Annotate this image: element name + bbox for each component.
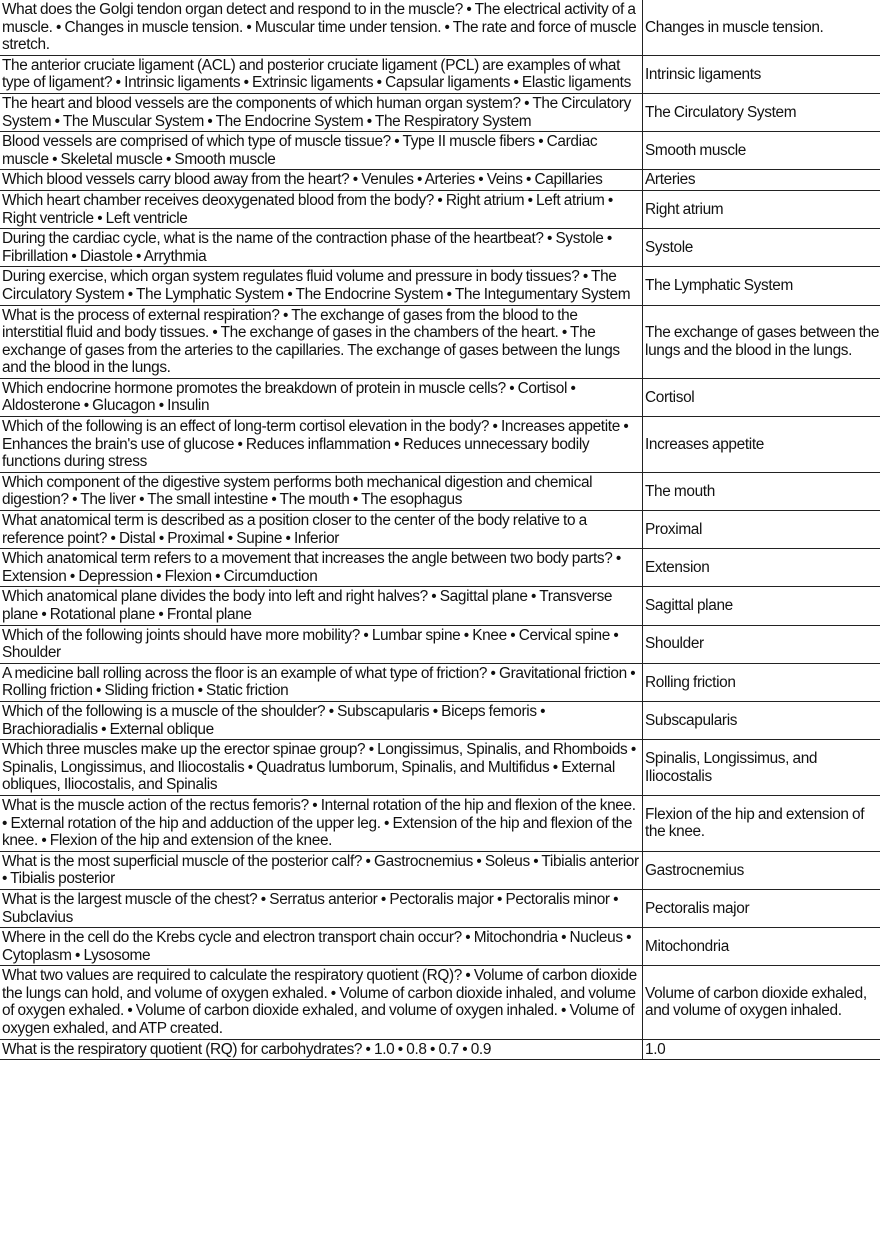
question-cell: Which endocrine hormone promotes the breakdown of protein in muscle cells? • Cortisol • Aldosterone • Glucagon • Insulin — [0, 378, 643, 416]
answer-cell: Spinalis, Longissimus, and Iliocostalis — [643, 740, 880, 796]
question-cell: Which anatomical term refers to a movement that increases the angle between two body parts? • Extension • Depression • Flexion • Circumduction — [0, 549, 643, 587]
table-row — [0, 229, 880, 267]
question-cell: Which heart chamber receives deoxygenated blood from the body? • Right atrium • Left atrium • Right ventricle • Left ventricle — [0, 190, 643, 228]
answer-cell: Mitochondria — [643, 928, 880, 966]
answer-cell: Pectoralis major — [643, 889, 880, 927]
question-cell: What is the process of external respiration? • The exchange of gases from the blood to the interstitial fluid and body tissues. • The exchange of gases in the chambers of the heart. • The exchange of gases from the arteries to the capillaries. The exchange of gases between the lungs and the blood in the lungs. — [0, 305, 643, 378]
question-cell: A medicine ball rolling across the floor is an example of what type of friction? • Gravitational friction • Rolling friction • Sliding friction • Static friction — [0, 663, 643, 701]
question-cell: Which of the following is an effect of long-term cortisol elevation in the body? • Increases appetite • Enhances the brain's use of glucose • Reduces inflammation • Reduces unnecessary bodily functions during stress — [0, 417, 643, 473]
answer-cell: Sagittal plane — [643, 587, 880, 625]
answer-cell: 1.0 — [643, 1039, 880, 1060]
question-cell: What two values are required to calculate the respiratory quotient (RQ)? • Volume of carbon dioxide the lungs can hold, and volume of oxygen exhaled. • Volume of carbon dioxide inhaled, and volume of oxygen exhaled. • Volume of carbon dioxide exhaled, and volume of oxygen inhaled. • Volume of oxygen exhaled, and ATP created. — [0, 966, 643, 1039]
answer-cell: Rolling friction — [643, 663, 880, 701]
table-row — [0, 55, 880, 93]
answer-cell: Changes in muscle tension. — [643, 0, 880, 55]
answer-cell: Volume of carbon dioxide exhaled, and volume of oxygen inhaled. — [643, 966, 880, 1039]
question-cell: What is the muscle action of the rectus femoris? • Internal rotation of the hip and flexion of the knee. • External rotation of the hip and adduction of the upper leg. • Extension of the hip and flexion of the knee. • Flexion of the hip and extension of the knee. — [0, 795, 643, 851]
answer-cell: Arteries — [643, 170, 880, 191]
answer-cell: Shoulder — [643, 625, 880, 663]
table-row — [0, 625, 880, 663]
question-cell: What is the most superficial muscle of the posterior calf? • Gastrocnemius • Soleus • Tibialis anterior • Tibialis posterior — [0, 851, 643, 889]
answer-cell: Smooth muscle — [643, 132, 880, 170]
question-cell: What does the Golgi tendon organ detect and respond to in the muscle? • The electrical activity of a muscle. • Changes in muscle tension. • Muscular time under tension. • The rate and force of muscle stretch. — [0, 0, 643, 55]
table-row — [0, 93, 880, 131]
table-row — [0, 587, 880, 625]
answer-cell: Subscapularis — [643, 701, 880, 739]
answer-cell: The exchange of gases between the lungs and the blood in the lungs. — [643, 305, 880, 378]
answer-cell: The mouth — [643, 472, 880, 510]
table-row — [0, 795, 880, 851]
question-cell: The anterior cruciate ligament (ACL) and posterior cruciate ligament (PCL) are examples of what type of ligament? • Intrinsic ligaments • Extrinsic ligaments • Capsular ligaments • Elastic ligaments — [0, 55, 643, 93]
answer-cell: Right atrium — [643, 190, 880, 228]
table-row — [0, 851, 880, 889]
table-row — [0, 0, 880, 55]
question-cell: Which anatomical plane divides the body into left and right halves? • Sagittal plane • Transverse plane • Rotational plane • Frontal plane — [0, 587, 643, 625]
table-row — [0, 267, 880, 305]
answer-cell: Flexion of the hip and extension of the knee. — [643, 795, 880, 851]
table-row — [0, 378, 880, 416]
question-cell: During exercise, which organ system regulates fluid volume and pressure in body tissues? • The Circulatory System • The Lymphatic System • The Endocrine System • The Integumentary System — [0, 267, 643, 305]
answer-cell: Extension — [643, 549, 880, 587]
question-cell: What is the largest muscle of the chest? • Serratus anterior • Pectoralis major • Pectoralis minor • Subclavius — [0, 889, 643, 927]
answer-cell: Cortisol — [643, 378, 880, 416]
question-cell: Which three muscles make up the erector spinae group? • Longissimus, Spinalis, and Rhomboids • Spinalis, Longissimus, and Iliocostalis • Quadratus lumborum, Spinalis, and Multifidus • External obliques, Iliocostalis, and Spinalis — [0, 740, 643, 796]
table-row — [0, 511, 880, 549]
question-cell: Which of the following joints should have more mobility? • Lumbar spine • Knee • Cervical spine • Shoulder — [0, 625, 643, 663]
question-cell: The heart and blood vessels are the components of which human organ system? • The Circulatory System • The Muscular System • The Endocrine System • The Respiratory System — [0, 93, 643, 131]
question-cell: During the cardiac cycle, what is the name of the contraction phase of the heartbeat? • Systole • Fibrillation • Diastole • Arrythmia — [0, 229, 643, 267]
question-cell: What is the respiratory quotient (RQ) for carbohydrates? • 1.0 • 0.8 • 0.7 • 0.9 — [0, 1039, 643, 1060]
table-row — [0, 132, 880, 170]
question-cell: What anatomical term is described as a position closer to the center of the body relative to a reference point? • Distal • Proximal • Supine • Inferior — [0, 511, 643, 549]
table-row — [0, 305, 880, 378]
answer-cell: Increases appetite — [643, 417, 880, 473]
table-row — [0, 663, 880, 701]
table-row — [0, 928, 880, 966]
table-row — [0, 740, 880, 796]
question-cell: Which of the following is a muscle of the shoulder? • Subscapularis • Biceps femoris • Brachioradialis • External oblique — [0, 701, 643, 739]
table-row — [0, 701, 880, 739]
answer-cell: Systole — [643, 229, 880, 267]
answer-cell: The Lymphatic System — [643, 267, 880, 305]
answer-cell: Gastrocnemius — [643, 851, 880, 889]
question-cell: Blood vessels are comprised of which type of muscle tissue? • Type II muscle fibers • Cardiac muscle • Skeletal muscle • Smooth muscle — [0, 132, 643, 170]
table-row — [0, 549, 880, 587]
table-row — [0, 417, 880, 473]
table-row — [0, 190, 880, 228]
table-row — [0, 472, 880, 510]
table-row — [0, 1039, 880, 1060]
question-cell: Where in the cell do the Krebs cycle and electron transport chain occur? • Mitochondria • Nucleus • Cytoplasm • Lysosome — [0, 928, 643, 966]
table-row — [0, 966, 880, 1039]
table-row — [0, 170, 880, 191]
answer-cell: Proximal — [643, 511, 880, 549]
answer-cell: The Circulatory System — [643, 93, 880, 131]
answer-cell: Intrinsic ligaments — [643, 55, 880, 93]
table-row — [0, 889, 880, 927]
question-cell: Which component of the digestive system performs both mechanical digestion and chemical digestion? • The liver • The small intestine • The mouth • The esophagus — [0, 472, 643, 510]
question-cell: Which blood vessels carry blood away from the heart? • Venules • Arteries • Veins • Capillaries — [0, 170, 643, 191]
